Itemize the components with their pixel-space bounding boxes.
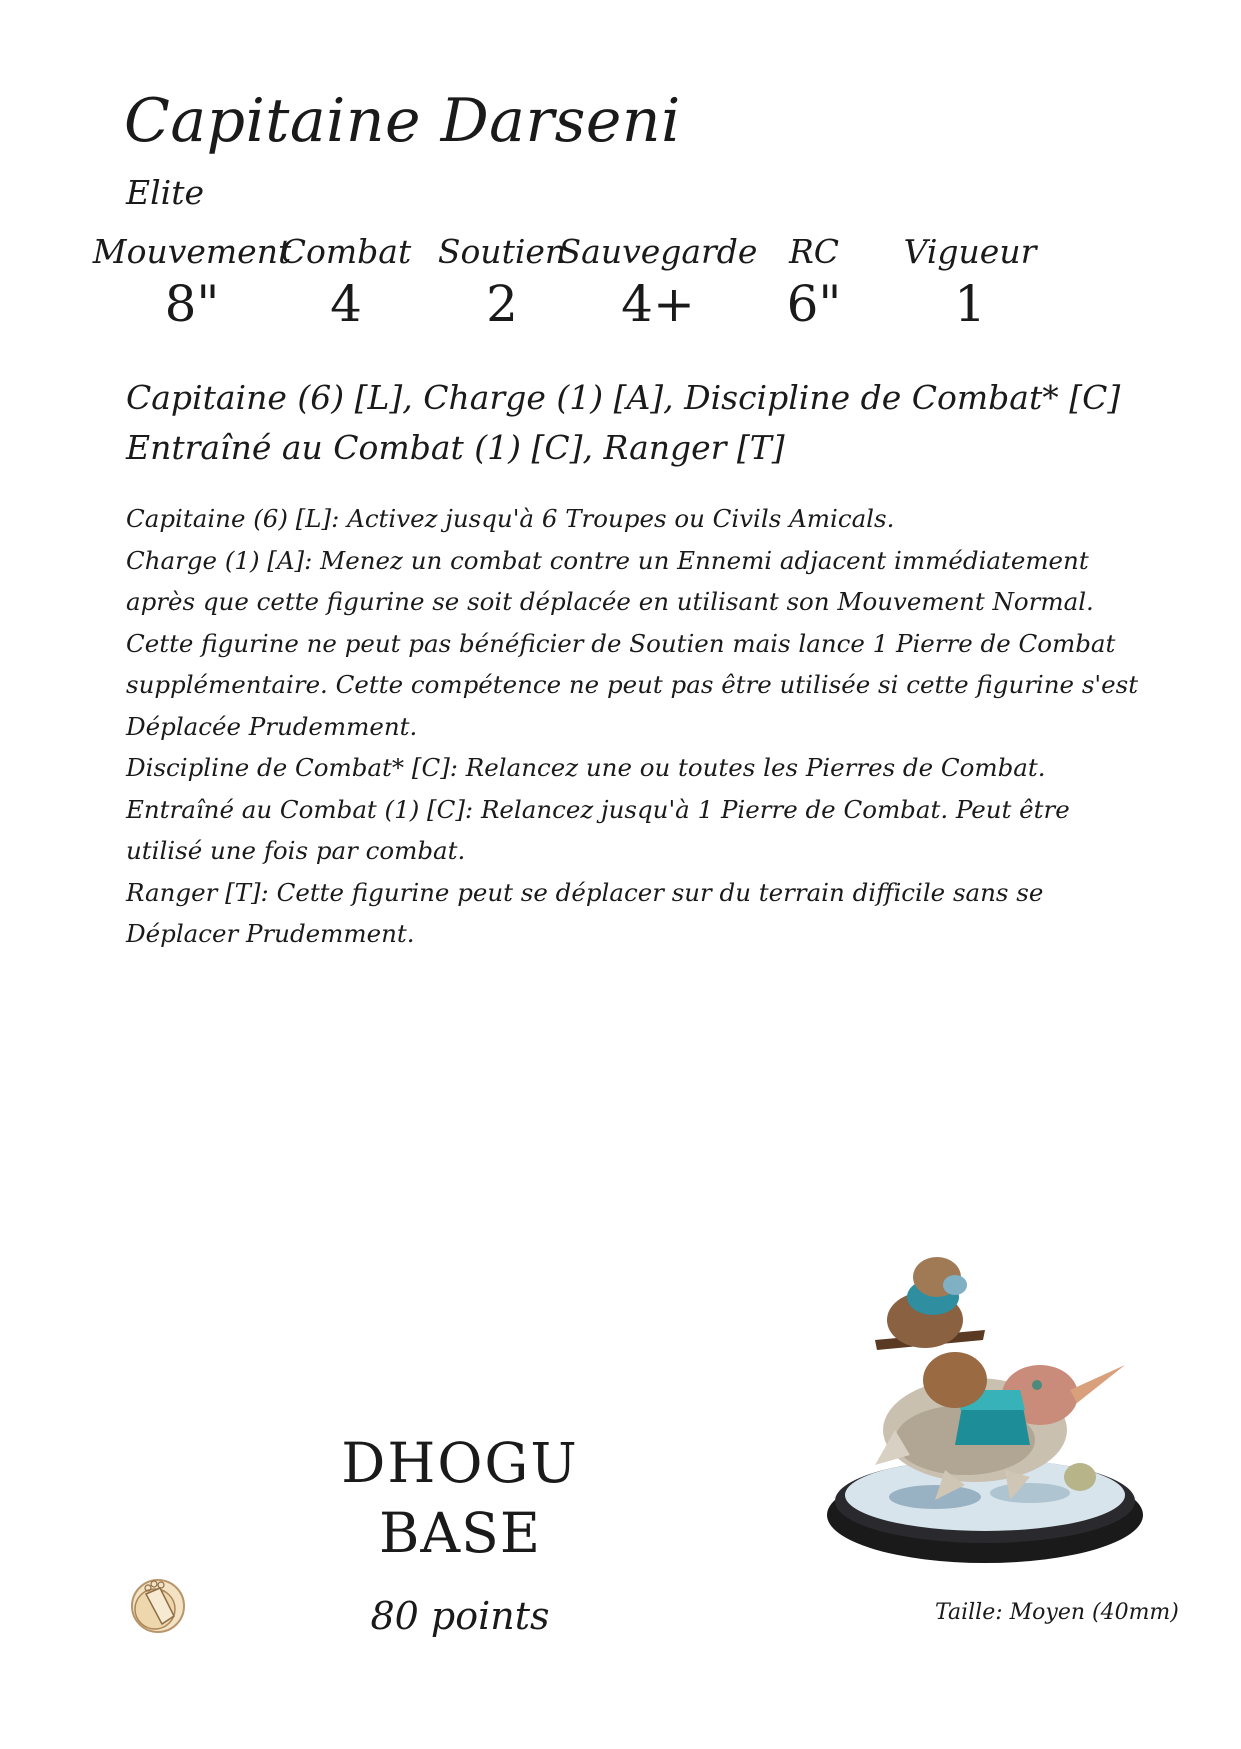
stat-value: 4+	[621, 274, 695, 333]
stat-label: Mouvement	[92, 232, 292, 271]
stat-sauvegarde	[559, 232, 758, 334]
stat-label: Combat	[280, 232, 412, 271]
card-title: Capitaine Darseni	[124, 86, 681, 156]
stat-value: 2	[486, 274, 518, 333]
stat-label: RC	[788, 232, 840, 271]
faction-subtitle: BASE	[379, 1501, 541, 1565]
stat-label: Soutien	[437, 232, 567, 271]
stat-line	[92, 232, 1160, 352]
stat-label: Vigueur	[903, 232, 1037, 271]
stat-rc	[787, 232, 842, 334]
stat-value: 6"	[786, 274, 842, 333]
card-rank: Elite	[126, 173, 204, 212]
stat-value: 8"	[164, 274, 220, 333]
rule-entry: Capitaine (6) [L]: Activez jusqu'à 6 Troupes ou Civils Amicals.	[126, 504, 895, 533]
stat-mouvement	[93, 232, 291, 334]
stat-vigueur	[904, 232, 1037, 334]
stat-value: 1	[954, 274, 986, 333]
faction-logo-icon	[128, 1574, 188, 1634]
rules-text	[126, 498, 1146, 955]
rule-entry: Entraîné au Combat (1) [C]: Relancez jusqu'à 1 Pierre de Combat. Peut être utilisé une fois par combat.	[126, 794, 1070, 865]
ability-line: Capitaine (6) [L], Charge (1) [A], Discipline de Combat* [C]	[126, 378, 1121, 417]
stat-label: Sauvegarde	[558, 232, 758, 271]
ability-line: Entraîné au Combat (1) [C], Ranger [T]	[126, 428, 785, 467]
ability-list	[126, 373, 1120, 473]
stat-soutien	[438, 232, 566, 334]
rule-entry: Ranger [T]: Cette figurine peut se déplacer sur du terrain difficile sans se Déplacer Prudemment.	[126, 877, 1044, 948]
rule-entry: Charge (1) [A]: Menez un combat contre un Ennemi adjacent immédiatement après que cette figurine se soit déplacée en utilisant son Mouvement Normal. Cette figurine ne peut pas bénéficier de Soutien mais lance 1 Pierre de Combat supplémentaire. Cette compétence ne peut pas être utilisée si cette figurine s'est Déplacée Prudemment.	[126, 545, 1139, 741]
model-size-label: Taille: Moyen (40mm)	[935, 1600, 1179, 1625]
rule-entry: Discipline de Combat* [C]: Relancez une ou toutes les Pierres de Combat.	[126, 753, 1046, 782]
stat-combat	[281, 232, 411, 334]
faction-name: DHOGU	[341, 1431, 579, 1495]
points-cost: 80 points	[370, 1594, 550, 1638]
miniature-photo	[815, 1215, 1160, 1575]
stat-value: 4	[330, 274, 362, 333]
